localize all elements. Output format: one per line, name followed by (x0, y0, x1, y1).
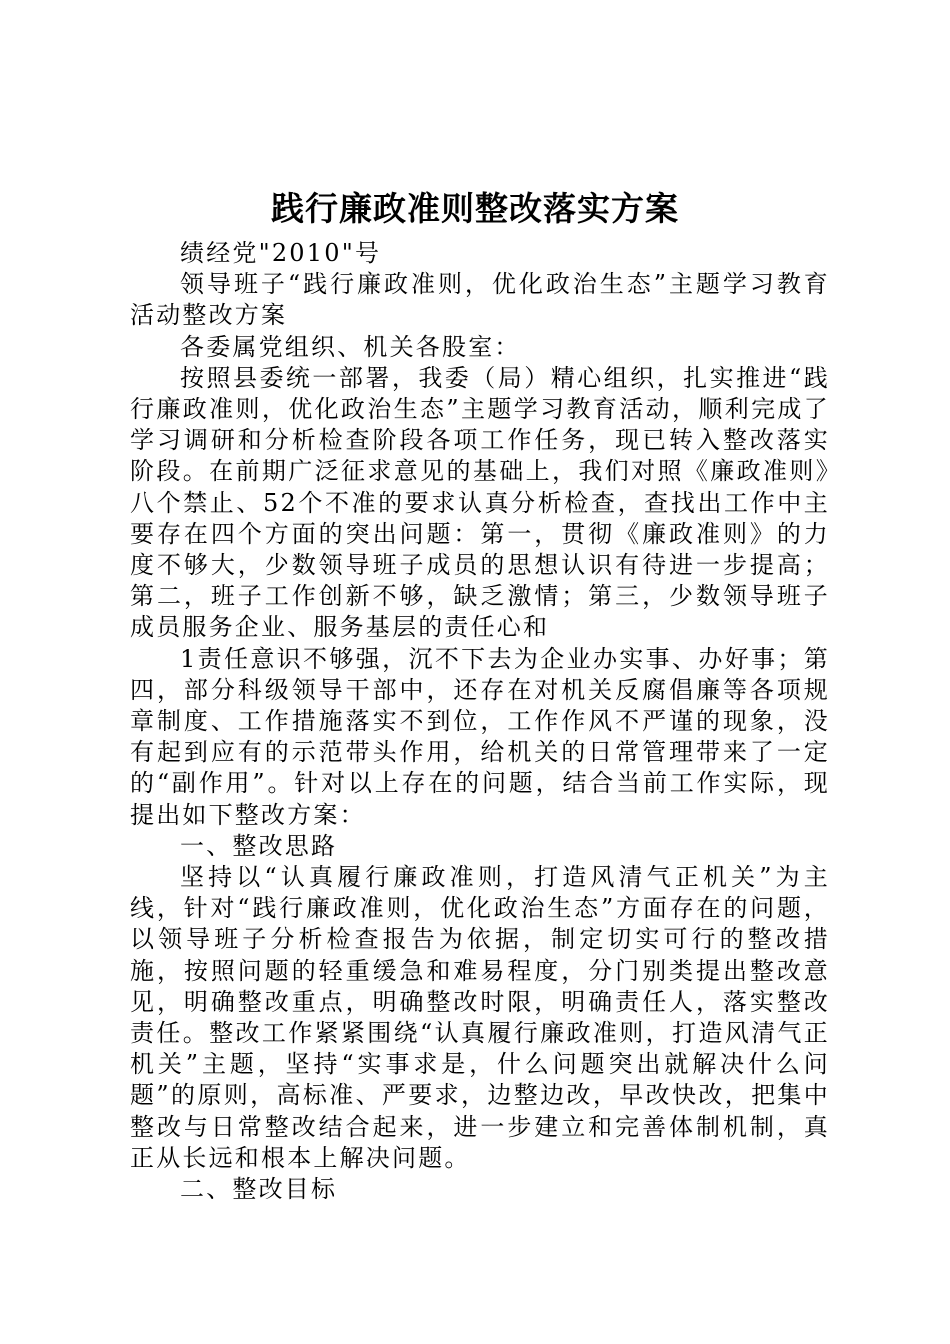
plan-subtitle: 领导班子“践行廉政准则，优化政治生态”主题学习教育活动整改方案 (130, 270, 830, 330)
body-paragraph: 按照县委统一部署，我委（局）精心组织，扎实推进“践行廉政准则，优化政治生态”主题学习教育活动，顺利完成了学习调研和分析检查阶段各项工作任务，现已转入整改落实阶段。在前期广泛征求意见的基础上，我们对照《廉政准则》八个禁止、52个不准的要求认真分析检查，查找出工作中主要存在四个方面的突出问题：第一，贯彻《廉政准则》的力度不够大，少数领导班子成员的思想认识有待进一步提高；第二，班子工作创新不够，缺乏激情；第三，少数领导班子成员服务企业、服务基层的责任心和 (130, 363, 830, 642)
body-paragraph: 1责任意识不够强，沉不下去为企业办实事、办好事；第四，部分科级领导干部中，还存在对机关反腐倡廉等各项规章制度、工作措施落实不到位，工作作风不严谨的现象，没有起到应有的示范带头作用，给机关的日常管理带来了一定的“副作用”。针对以上存在的问题，结合当前工作实际，现提出如下整改方案： (130, 644, 830, 829)
doc-number: 绩经党"2010"号 (180, 239, 382, 267)
body-paragraph: 坚持以“认真履行廉政准则，打造风清气正机关”为主线，针对“践行廉政准则，优化政治生态”方面存在的问题，以领导班子分析检查报告为依据，制定切实可行的整改措施，按照问题的轻重缓急和难易程度，分门别类提出整改意见，明确整改重点，明确整改时限，明确责任人，落实整改责任。整改工作紧紧围绕“认真履行廉政准则，打造风清气正机关”主题，坚持“实事求是，什么问题突出就解决什么问题”的原则，高标准、严要求，边整边改，早改快改，把集中整改与日常整改结合起来，进一步建立和完善体制机制，真正从长远和根本上解决问题。 (130, 863, 830, 1172)
salutation: 各委属党组织、机关各股室： (180, 332, 521, 361)
document-body (130, 238, 830, 1205)
document-title: 践行廉政准则整改落实方案 (271, 189, 679, 228)
section-heading: 二、整改目标 (180, 1175, 338, 1204)
section-heading: 一、整改思路 (180, 831, 338, 860)
